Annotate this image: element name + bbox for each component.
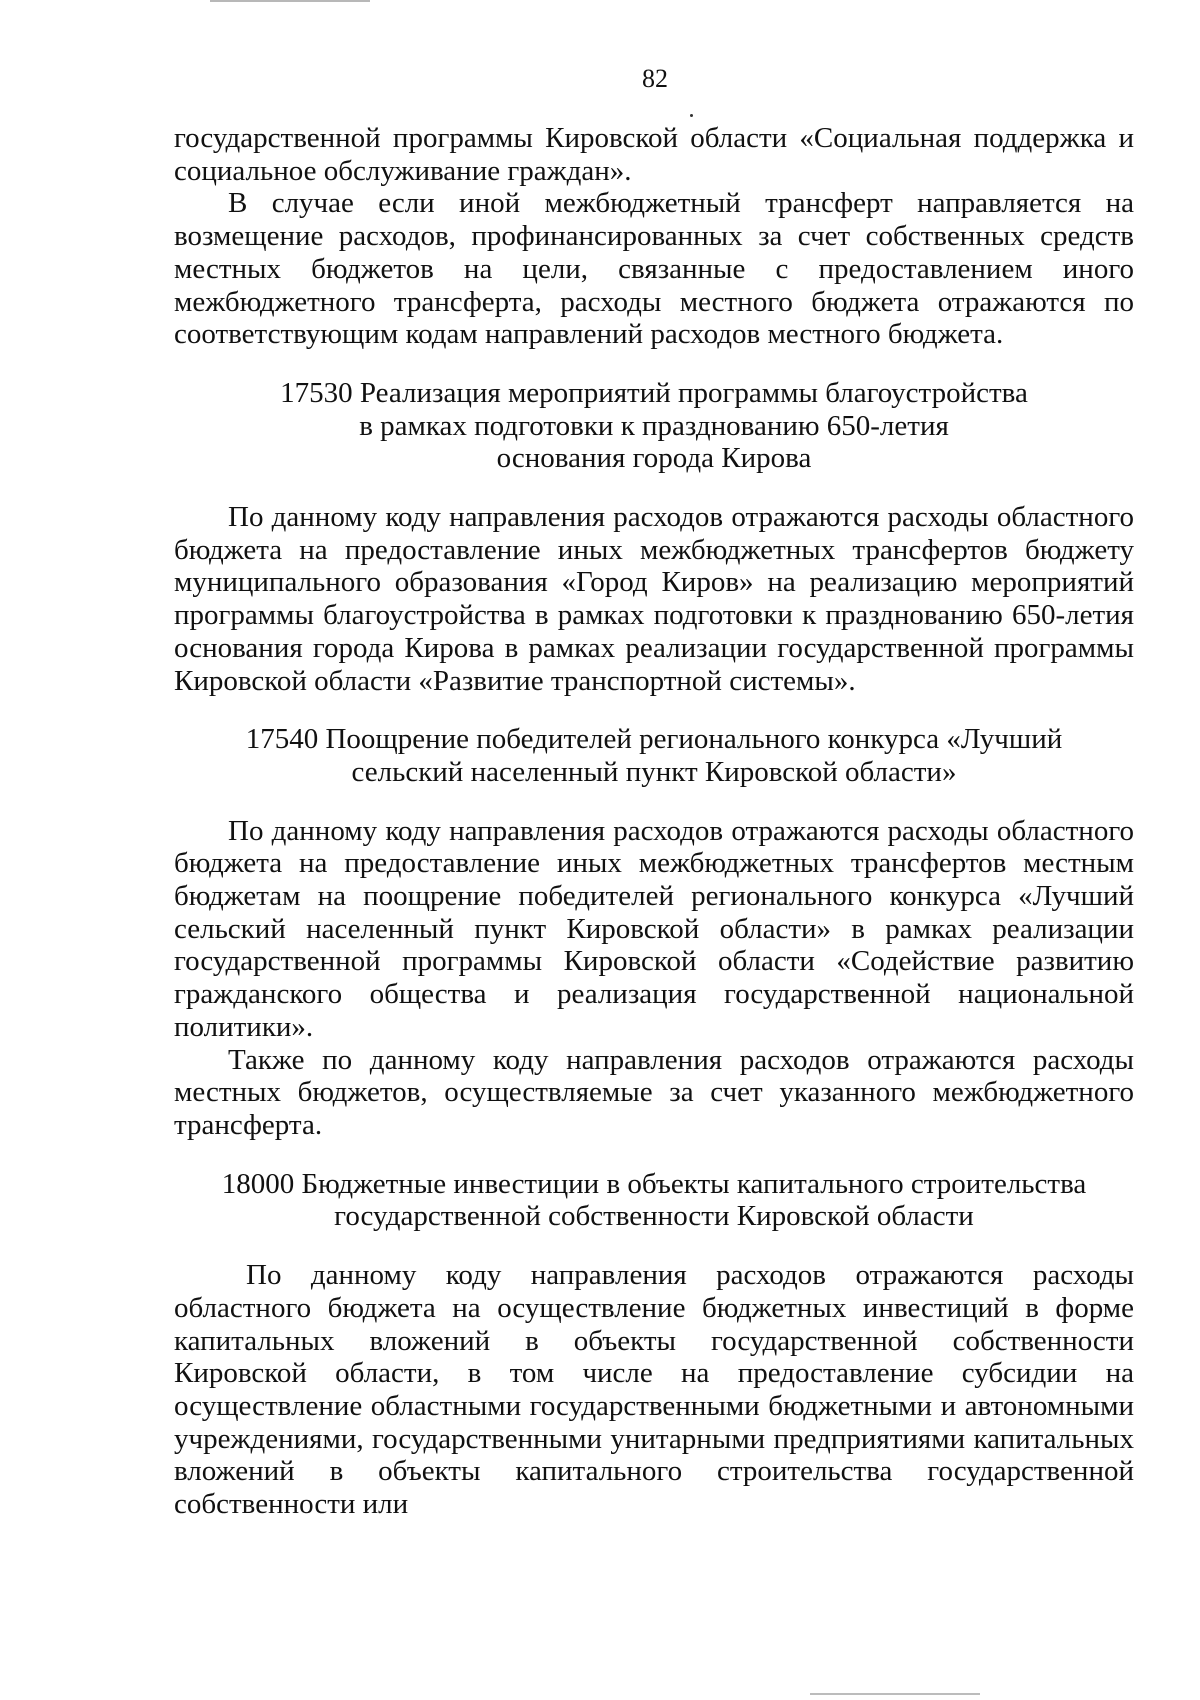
paragraph-reimbursement: В случае если иной межбюджетный трансферт направляется на возмещение расходов, профинансированных за счет собственных средств местных бюджетов на цели, связанные с предоставлением иного межбюджетного трансферта, расходы местного бюджета отражаются по соответствующим кодам направлений расходов местного бюджета.	[174, 187, 1134, 351]
scan-artifact-bottom	[810, 1693, 980, 1695]
page-number: 82	[642, 64, 668, 93]
heading-line: 18000 Бюджетные инвестиции в объекты капитального строительства	[221, 1167, 1087, 1200]
scan-artifact-top	[210, 0, 370, 2]
paragraph-17540-also: Также по данному коду направления расходов отражаются расходы местных бюджетов, осуществляемые за счет указанного межбюджетного трансферта.	[174, 1043, 1134, 1141]
heading-line: 17530 Реализация мероприятий программы благоустройства	[280, 376, 1028, 409]
paragraph-17530: По данному коду направления расходов отражаются расходы областного бюджета на предоставление иных межбюджетных трансфертов бюджету муниципального образования «Город Киров» на реализацию мероприятий программы благоустройства в рамках подготовки к празднованию 650-летия основания города Кирова в рамках реализации государственной программы Кировской области «Развитие транспортной системы».	[174, 501, 1134, 697]
section-heading-17530	[174, 377, 1134, 475]
section-heading-18000	[174, 1168, 1134, 1233]
section-heading-17540	[174, 723, 1134, 788]
paragraph-17540: По данному коду направления расходов отражаются расходы областного бюджета на предоставление иных межбюджетных трансфертов местным бюджетам на поощрение победителей регионального конкурса «Лучший сельский населенный пункт Кировской области» в рамках реализации государственной программы Кировской области «Содействие развитию гражданского общества и реализация государственной национальной политики».	[174, 814, 1134, 1043]
scan-artifact-dot	[690, 114, 693, 117]
document-body	[174, 122, 1134, 1521]
paragraph-continuation: государственной программы Кировской области «Социальная поддержка и социальное обслуживание граждан».	[174, 122, 1134, 187]
heading-line: 17540 Поощрение победителей регионального конкурса «Лучший	[245, 723, 1063, 756]
heading-line: сельский населенный пункт Кировской области»	[351, 755, 957, 788]
paragraph-18000: По данному коду направления расходов отражаются расходы областного бюджета на осуществление бюджетных инвестиций в форме капитальных вложений в объекты государственной собственности Кировской области, в том числе на предоставление субсидии на осуществление областными государственными бюджетными и автономными учреждениями, государственными унитарными предприятиями капитальных вложений в объекты капитального строительства государственной собственности или	[174, 1259, 1134, 1521]
heading-line: основания города Кирова	[496, 442, 812, 475]
heading-line: государственной собственности Кировской области	[334, 1200, 974, 1233]
heading-line: в рамках подготовки к празднованию 650-летия	[359, 409, 949, 442]
